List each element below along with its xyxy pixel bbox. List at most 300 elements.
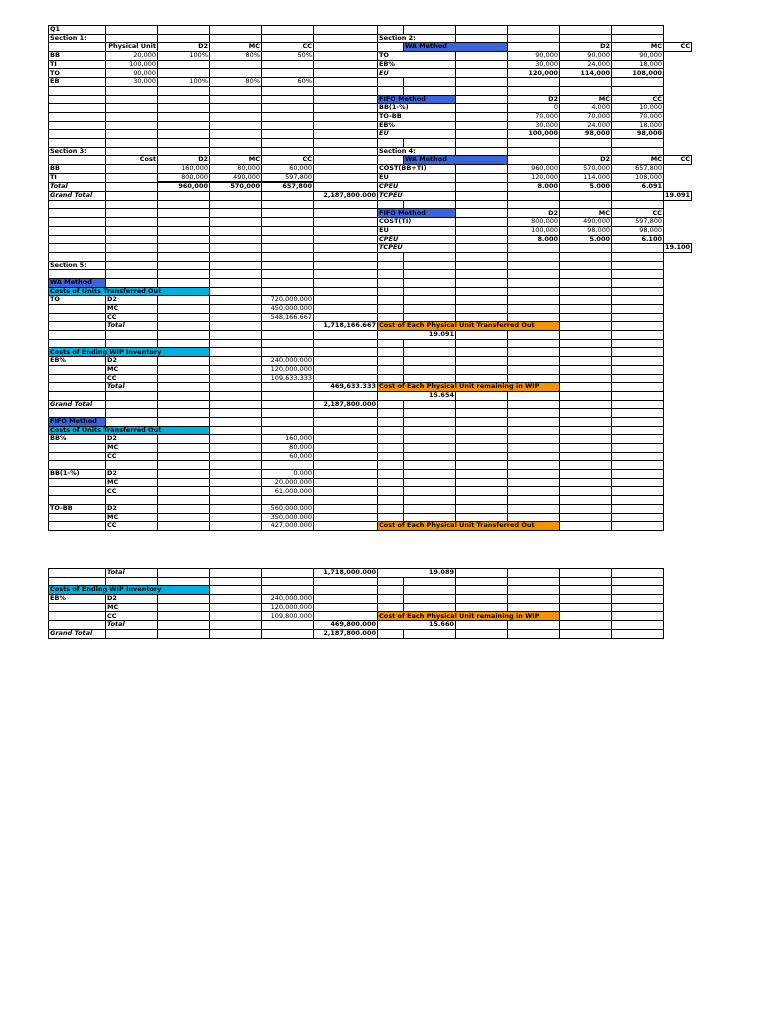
- sheet-cell[interactable]: FIFO Method: [49, 417, 106, 426]
- sheet-cell[interactable]: 490,000: [210, 173, 262, 182]
- sheet-cell[interactable]: MC: [106, 444, 158, 453]
- sheet-cell[interactable]: Section 5:: [49, 261, 106, 270]
- empty-cell[interactable]: [158, 470, 210, 479]
- sheet-cell[interactable]: MC: [210, 43, 262, 52]
- empty-cell[interactable]: [314, 522, 378, 531]
- sheet-cell[interactable]: D2: [560, 156, 612, 165]
- empty-cell[interactable]: [560, 513, 612, 522]
- empty-cell[interactable]: [456, 147, 508, 156]
- empty-cell[interactable]: [612, 435, 664, 444]
- sheet-cell[interactable]: 2,187,800.000: [314, 192, 378, 201]
- empty-cell[interactable]: [560, 496, 612, 505]
- empty-cell[interactable]: [456, 278, 508, 287]
- empty-cell[interactable]: [508, 26, 560, 35]
- empty-cell[interactable]: [314, 104, 378, 113]
- empty-cell[interactable]: [49, 487, 106, 496]
- empty-cell[interactable]: [612, 621, 664, 630]
- sheet-cell[interactable]: Grand Total: [49, 192, 106, 201]
- empty-cell[interactable]: [378, 426, 404, 435]
- empty-cell[interactable]: [404, 452, 456, 461]
- empty-cell[interactable]: [508, 348, 560, 357]
- empty-cell[interactable]: [210, 400, 262, 409]
- empty-cell[interactable]: [262, 200, 314, 209]
- empty-cell[interactable]: [560, 348, 612, 357]
- empty-cell[interactable]: [456, 461, 508, 470]
- empty-cell[interactable]: [508, 270, 560, 279]
- empty-cell[interactable]: [404, 603, 456, 612]
- empty-cell[interactable]: [560, 86, 612, 95]
- empty-cell[interactable]: [456, 287, 508, 296]
- empty-cell[interactable]: [314, 69, 378, 78]
- sheet-cell[interactable]: Cost of Each Physical Unit Transferred Out: [378, 522, 560, 531]
- empty-cell[interactable]: [508, 138, 560, 147]
- empty-cell[interactable]: [49, 130, 106, 139]
- empty-cell[interactable]: [508, 192, 560, 201]
- empty-cell[interactable]: [508, 577, 560, 586]
- empty-cell[interactable]: [404, 400, 456, 409]
- empty-cell[interactable]: [314, 487, 378, 496]
- empty-cell[interactable]: [404, 417, 456, 426]
- empty-cell[interactable]: [404, 357, 456, 366]
- sheet-cell[interactable]: Section 2:: [378, 34, 456, 43]
- empty-cell[interactable]: [456, 586, 508, 595]
- sheet-cell[interactable]: 597,800: [262, 173, 314, 182]
- empty-cell[interactable]: [612, 322, 664, 331]
- empty-cell[interactable]: [404, 435, 456, 444]
- sheet-cell[interactable]: TI: [49, 173, 106, 182]
- sheet-cell[interactable]: 19.089: [378, 569, 456, 578]
- empty-cell[interactable]: [49, 104, 106, 113]
- empty-cell[interactable]: [612, 629, 664, 638]
- empty-cell[interactable]: [210, 138, 262, 147]
- empty-cell[interactable]: [158, 522, 210, 531]
- sheet-cell[interactable]: Grand Total: [49, 400, 106, 409]
- sheet-cell[interactable]: 60,000: [262, 452, 314, 461]
- sheet-cell[interactable]: 240,000.000: [262, 357, 314, 366]
- sheet-cell[interactable]: 114,000: [560, 69, 612, 78]
- empty-cell[interactable]: [508, 478, 560, 487]
- empty-cell[interactable]: [314, 496, 378, 505]
- empty-cell[interactable]: [314, 165, 378, 174]
- empty-cell[interactable]: [210, 252, 262, 261]
- empty-cell[interactable]: [612, 522, 664, 531]
- empty-cell[interactable]: [404, 409, 456, 418]
- empty-cell[interactable]: [560, 504, 612, 513]
- sheet-cell[interactable]: 120,000: [508, 173, 560, 182]
- sheet-cell[interactable]: CC: [106, 374, 158, 383]
- empty-cell[interactable]: [456, 165, 508, 174]
- empty-cell[interactable]: [210, 296, 262, 305]
- sheet-cell[interactable]: 98,000: [612, 226, 664, 235]
- empty-cell[interactable]: [210, 26, 262, 35]
- empty-cell[interactable]: [210, 409, 262, 418]
- empty-cell[interactable]: [314, 121, 378, 130]
- empty-cell[interactable]: [49, 138, 106, 147]
- empty-cell[interactable]: [210, 95, 262, 104]
- empty-cell[interactable]: [314, 43, 378, 52]
- sheet-cell[interactable]: CC: [106, 452, 158, 461]
- empty-cell[interactable]: [508, 86, 560, 95]
- sheet-cell[interactable]: MC: [612, 43, 664, 52]
- empty-cell[interactable]: [456, 478, 508, 487]
- empty-cell[interactable]: [612, 86, 664, 95]
- empty-cell[interactable]: [404, 305, 456, 314]
- empty-cell[interactable]: [560, 26, 612, 35]
- sheet-cell[interactable]: Costs of Units Transferred Out: [49, 287, 210, 296]
- empty-cell[interactable]: [378, 400, 404, 409]
- empty-cell[interactable]: [158, 452, 210, 461]
- sheet-cell[interactable]: CC: [262, 43, 314, 52]
- empty-cell[interactable]: [456, 603, 508, 612]
- empty-cell[interactable]: [560, 313, 612, 322]
- empty-cell[interactable]: [210, 322, 262, 331]
- sheet-cell[interactable]: Physical Unit: [106, 43, 158, 52]
- empty-cell[interactable]: [612, 78, 664, 87]
- sheet-cell[interactable]: 657,800: [262, 182, 314, 191]
- empty-cell[interactable]: [314, 86, 378, 95]
- sheet-cell[interactable]: 61,000.000: [262, 487, 314, 496]
- empty-cell[interactable]: [314, 34, 378, 43]
- sheet-cell[interactable]: TO-BB: [49, 504, 106, 513]
- empty-cell[interactable]: [262, 244, 314, 253]
- empty-cell[interactable]: [158, 235, 210, 244]
- empty-cell[interactable]: [49, 252, 106, 261]
- empty-cell[interactable]: [378, 357, 404, 366]
- sheet-cell[interactable]: CC: [612, 209, 664, 218]
- empty-cell[interactable]: [404, 287, 456, 296]
- empty-cell[interactable]: [508, 244, 560, 253]
- sheet-cell[interactable]: Costs of Ending WIP Inventory: [49, 586, 210, 595]
- empty-cell[interactable]: [158, 270, 210, 279]
- empty-cell[interactable]: [210, 522, 262, 531]
- sheet-cell[interactable]: TO-BB: [378, 112, 456, 121]
- empty-cell[interactable]: [314, 426, 378, 435]
- empty-cell[interactable]: [612, 383, 664, 392]
- empty-cell[interactable]: [314, 26, 378, 35]
- empty-cell[interactable]: [612, 296, 664, 305]
- empty-cell[interactable]: [560, 461, 612, 470]
- empty-cell[interactable]: [106, 261, 158, 270]
- empty-cell[interactable]: [456, 69, 508, 78]
- empty-cell[interactable]: [262, 409, 314, 418]
- empty-cell[interactable]: [612, 409, 664, 418]
- sheet-cell[interactable]: TI: [49, 60, 106, 69]
- sheet-cell[interactable]: 90,000: [612, 52, 664, 61]
- sheet-cell[interactable]: D2: [158, 43, 210, 52]
- empty-cell[interactable]: [378, 278, 404, 287]
- empty-cell[interactable]: [456, 112, 508, 121]
- empty-cell[interactable]: [612, 452, 664, 461]
- empty-cell[interactable]: [612, 577, 664, 586]
- empty-cell[interactable]: [404, 26, 456, 35]
- empty-cell[interactable]: [560, 478, 612, 487]
- empty-cell[interactable]: [210, 226, 262, 235]
- empty-cell[interactable]: [378, 487, 404, 496]
- empty-cell[interactable]: [508, 357, 560, 366]
- empty-cell[interactable]: [456, 577, 508, 586]
- empty-cell[interactable]: [262, 278, 314, 287]
- sheet-cell[interactable]: 90,000: [560, 52, 612, 61]
- sheet-cell[interactable]: 450,000.000: [262, 305, 314, 314]
- sheet-cell[interactable]: EU: [378, 69, 456, 78]
- sheet-cell[interactable]: 120,000: [508, 69, 560, 78]
- sheet-cell[interactable]: FIFO Method: [378, 95, 456, 104]
- empty-cell[interactable]: [314, 209, 378, 218]
- empty-cell[interactable]: [49, 235, 106, 244]
- sheet-cell[interactable]: TO: [49, 296, 106, 305]
- empty-cell[interactable]: [314, 173, 378, 182]
- empty-cell[interactable]: [106, 218, 158, 227]
- empty-cell[interactable]: [456, 409, 508, 418]
- empty-cell[interactable]: [314, 461, 378, 470]
- sheet-cell[interactable]: 15.660: [378, 621, 456, 630]
- empty-cell[interactable]: [314, 357, 378, 366]
- sheet-cell[interactable]: EB: [49, 78, 106, 87]
- sheet-cell[interactable]: 100%: [158, 78, 210, 87]
- empty-cell[interactable]: [314, 365, 378, 374]
- empty-cell[interactable]: [508, 444, 560, 453]
- sheet-cell[interactable]: 19.100: [665, 243, 691, 252]
- empty-cell[interactable]: [378, 577, 404, 586]
- empty-cell[interactable]: [508, 365, 560, 374]
- sheet-cell[interactable]: TO: [49, 69, 106, 78]
- empty-cell[interactable]: [560, 444, 612, 453]
- empty-cell[interactable]: [210, 104, 262, 113]
- empty-cell[interactable]: [612, 331, 664, 340]
- empty-cell[interactable]: [314, 478, 378, 487]
- sheet-cell[interactable]: Costs of Ending WIP Inventory: [49, 348, 210, 357]
- empty-cell[interactable]: [378, 287, 404, 296]
- sheet-cell[interactable]: 548,166.667: [262, 313, 314, 322]
- empty-cell[interactable]: [49, 322, 106, 331]
- empty-cell[interactable]: [560, 409, 612, 418]
- empty-cell[interactable]: [404, 252, 456, 261]
- sheet-cell[interactable]: 15.654: [378, 391, 456, 400]
- sheet-cell[interactable]: CPEU: [378, 182, 456, 191]
- empty-cell[interactable]: [378, 261, 404, 270]
- empty-cell[interactable]: [378, 200, 404, 209]
- empty-cell[interactable]: [378, 444, 404, 453]
- empty-cell[interactable]: [508, 426, 560, 435]
- empty-cell[interactable]: [314, 339, 378, 348]
- empty-cell[interactable]: [456, 331, 508, 340]
- empty-cell[interactable]: [158, 621, 210, 630]
- empty-cell[interactable]: [49, 209, 106, 218]
- empty-cell[interactable]: [456, 121, 508, 130]
- empty-cell[interactable]: [404, 478, 456, 487]
- empty-cell[interactable]: [210, 487, 262, 496]
- empty-cell[interactable]: [210, 86, 262, 95]
- empty-cell[interactable]: [49, 226, 106, 235]
- empty-cell[interactable]: [49, 513, 106, 522]
- empty-cell[interactable]: [456, 104, 508, 113]
- empty-cell[interactable]: [560, 244, 612, 253]
- empty-cell[interactable]: [612, 278, 664, 287]
- empty-cell[interactable]: [314, 417, 378, 426]
- empty-cell[interactable]: [106, 400, 158, 409]
- empty-cell[interactable]: [262, 270, 314, 279]
- sheet-cell[interactable]: 20,000: [106, 52, 158, 61]
- empty-cell[interactable]: [106, 409, 158, 418]
- empty-cell[interactable]: [456, 470, 508, 479]
- sheet-cell[interactable]: EB%: [378, 121, 456, 130]
- empty-cell[interactable]: [612, 603, 664, 612]
- empty-cell[interactable]: [314, 586, 378, 595]
- empty-cell[interactable]: [508, 287, 560, 296]
- empty-cell[interactable]: [210, 192, 262, 201]
- empty-cell[interactable]: [508, 504, 560, 513]
- empty-cell[interactable]: [378, 305, 404, 314]
- empty-cell[interactable]: [158, 86, 210, 95]
- empty-cell[interactable]: [210, 478, 262, 487]
- empty-cell[interactable]: [456, 95, 508, 104]
- empty-cell[interactable]: [456, 60, 508, 69]
- empty-cell[interactable]: [314, 261, 378, 270]
- sheet-cell[interactable]: D2: [106, 504, 158, 513]
- empty-cell[interactable]: [262, 339, 314, 348]
- empty-cell[interactable]: [404, 470, 456, 479]
- empty-cell[interactable]: [262, 383, 314, 392]
- empty-cell[interactable]: [106, 95, 158, 104]
- empty-cell[interactable]: [314, 409, 378, 418]
- sheet-cell[interactable]: TO: [378, 52, 456, 61]
- empty-cell[interactable]: [49, 313, 106, 322]
- empty-cell[interactable]: [106, 331, 158, 340]
- empty-cell[interactable]: [404, 270, 456, 279]
- empty-cell[interactable]: [560, 569, 612, 578]
- empty-cell[interactable]: [262, 569, 314, 578]
- sheet-cell[interactable]: 240,000.000: [262, 595, 314, 604]
- empty-cell[interactable]: [456, 629, 508, 638]
- empty-cell[interactable]: [456, 487, 508, 496]
- empty-cell[interactable]: [456, 244, 508, 253]
- empty-cell[interactable]: [378, 461, 404, 470]
- empty-cell[interactable]: [404, 586, 456, 595]
- empty-cell[interactable]: [210, 629, 262, 638]
- sheet-cell[interactable]: MC: [106, 365, 158, 374]
- empty-cell[interactable]: [158, 200, 210, 209]
- empty-cell[interactable]: [612, 391, 664, 400]
- sheet-cell[interactable]: 4,000: [560, 104, 612, 113]
- empty-cell[interactable]: [314, 95, 378, 104]
- empty-cell[interactable]: [210, 461, 262, 470]
- empty-cell[interactable]: [314, 470, 378, 479]
- empty-cell[interactable]: [158, 461, 210, 470]
- empty-cell[interactable]: [612, 261, 664, 270]
- sheet-cell[interactable]: D2: [106, 296, 158, 305]
- empty-cell[interactable]: [314, 348, 378, 357]
- empty-cell[interactable]: [508, 452, 560, 461]
- sheet-cell[interactable]: BB: [49, 165, 106, 174]
- empty-cell[interactable]: [508, 586, 560, 595]
- empty-cell[interactable]: [210, 391, 262, 400]
- empty-cell[interactable]: [106, 200, 158, 209]
- empty-cell[interactable]: [210, 261, 262, 270]
- sheet-cell[interactable]: Section 4:: [378, 147, 456, 156]
- sheet-cell[interactable]: MC: [612, 156, 664, 165]
- empty-cell[interactable]: [210, 621, 262, 630]
- empty-cell[interactable]: [612, 348, 664, 357]
- empty-cell[interactable]: [262, 322, 314, 331]
- empty-cell[interactable]: [106, 417, 158, 426]
- sheet-cell[interactable]: 960,000: [508, 165, 560, 174]
- empty-cell[interactable]: [612, 612, 664, 621]
- sheet-cell[interactable]: MC: [106, 603, 158, 612]
- empty-cell[interactable]: [456, 78, 508, 87]
- sheet-cell[interactable]: 1,718,000.000: [314, 569, 378, 578]
- empty-cell[interactable]: [456, 426, 508, 435]
- empty-cell[interactable]: [612, 478, 664, 487]
- sheet-cell[interactable]: BB: [49, 52, 106, 61]
- sheet-cell[interactable]: 6.091: [612, 182, 664, 191]
- empty-cell[interactable]: [158, 138, 210, 147]
- empty-cell[interactable]: [612, 200, 664, 209]
- empty-cell[interactable]: [508, 496, 560, 505]
- empty-cell[interactable]: [314, 287, 378, 296]
- sheet-cell[interactable]: 5.000: [560, 182, 612, 191]
- empty-cell[interactable]: [158, 218, 210, 227]
- empty-cell[interactable]: [404, 444, 456, 453]
- empty-cell[interactable]: [378, 452, 404, 461]
- empty-cell[interactable]: [456, 444, 508, 453]
- empty-cell[interactable]: [210, 513, 262, 522]
- empty-cell[interactable]: [262, 235, 314, 244]
- empty-cell[interactable]: [158, 26, 210, 35]
- empty-cell[interactable]: [378, 348, 404, 357]
- sheet-cell[interactable]: 427,000.000: [262, 522, 314, 531]
- empty-cell[interactable]: [560, 470, 612, 479]
- empty-cell[interactable]: [314, 305, 378, 314]
- empty-cell[interactable]: [612, 365, 664, 374]
- empty-cell[interactable]: [456, 595, 508, 604]
- empty-cell[interactable]: [612, 513, 664, 522]
- empty-cell[interactable]: [456, 400, 508, 409]
- empty-cell[interactable]: [210, 287, 262, 296]
- empty-cell[interactable]: [560, 374, 612, 383]
- sheet-cell[interactable]: 6.100: [612, 235, 664, 244]
- empty-cell[interactable]: [378, 252, 404, 261]
- empty-cell[interactable]: [456, 130, 508, 139]
- empty-cell[interactable]: [49, 331, 106, 340]
- sheet-cell[interactable]: 24,000: [560, 60, 612, 69]
- sheet-cell[interactable]: CPEU: [378, 235, 456, 244]
- sheet-cell[interactable]: 30,000: [508, 121, 560, 130]
- empty-cell[interactable]: [158, 278, 210, 287]
- sheet-cell[interactable]: CC: [612, 95, 664, 104]
- empty-cell[interactable]: [404, 86, 456, 95]
- empty-cell[interactable]: [456, 365, 508, 374]
- empty-cell[interactable]: [456, 435, 508, 444]
- sheet-cell[interactable]: 50%: [262, 52, 314, 61]
- empty-cell[interactable]: [210, 374, 262, 383]
- empty-cell[interactable]: [378, 435, 404, 444]
- empty-cell[interactable]: [456, 417, 508, 426]
- empty-cell[interactable]: [314, 513, 378, 522]
- empty-cell[interactable]: [262, 621, 314, 630]
- empty-cell[interactable]: [508, 461, 560, 470]
- empty-cell[interactable]: [612, 270, 664, 279]
- empty-cell[interactable]: [404, 261, 456, 270]
- empty-cell[interactable]: [314, 200, 378, 209]
- sheet-cell[interactable]: CC: [106, 612, 158, 621]
- empty-cell[interactable]: [106, 278, 158, 287]
- empty-cell[interactable]: [378, 365, 404, 374]
- empty-cell[interactable]: [456, 200, 508, 209]
- empty-cell[interactable]: [560, 78, 612, 87]
- empty-cell[interactable]: [106, 235, 158, 244]
- empty-cell[interactable]: [456, 339, 508, 348]
- empty-cell[interactable]: [456, 270, 508, 279]
